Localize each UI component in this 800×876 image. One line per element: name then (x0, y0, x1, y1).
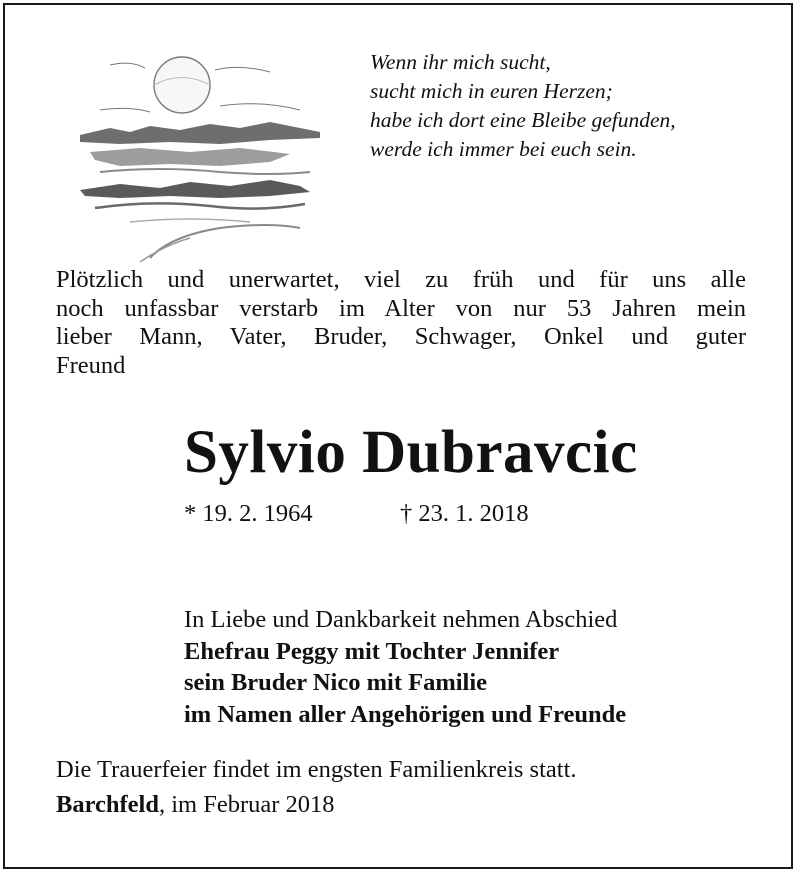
sunset-landscape-illustration (70, 40, 330, 265)
intro-line: lieber Mann, Vater, Bruder, Schwager, Onkel und guter (56, 323, 746, 350)
funeral-info (56, 752, 577, 822)
mourners-intro: In Liebe und Dankbarkeit nehmen Abschied (184, 606, 618, 633)
poem (370, 48, 676, 164)
service-note: Die Trauerfeier findet im engsten Familienkreis statt. (56, 756, 577, 783)
mourners-block (184, 604, 626, 730)
poem-line: habe ich dort eine Bleibe gefunden, (370, 108, 676, 132)
intro-text (56, 266, 746, 380)
intro-line: Freund (56, 351, 126, 379)
poem-line: werde ich immer bei euch sein. (370, 137, 637, 161)
intro-line: noch unfassbar verstarb im Alter von nur 53 Jahren mein (56, 294, 746, 322)
death-date: † 23. 1. 2018 (400, 500, 529, 527)
notice-date: , im Februar 2018 (159, 791, 335, 818)
place-date-line (56, 787, 577, 822)
mourner-line: sein Bruder Nico mit Familie (184, 669, 488, 696)
deceased-name: Sylvio Dubravcic (184, 419, 638, 486)
mourner-line: im Namen aller Angehörigen und Freunde (184, 700, 627, 728)
poem-line: Wenn ihr mich sucht, (370, 50, 551, 74)
mourner-line: Ehefrau Peggy mit Tochter Jennifer (184, 637, 560, 665)
poem-line: sucht mich in euren Herzen; (370, 79, 613, 103)
intro-line: Plötzlich und unerwartet, viel zu früh und für uns alle (56, 266, 746, 293)
place-name: Barchfeld (56, 791, 159, 818)
life-dates (184, 500, 529, 528)
birth-date: * 19. 2. 1964 (184, 500, 313, 527)
